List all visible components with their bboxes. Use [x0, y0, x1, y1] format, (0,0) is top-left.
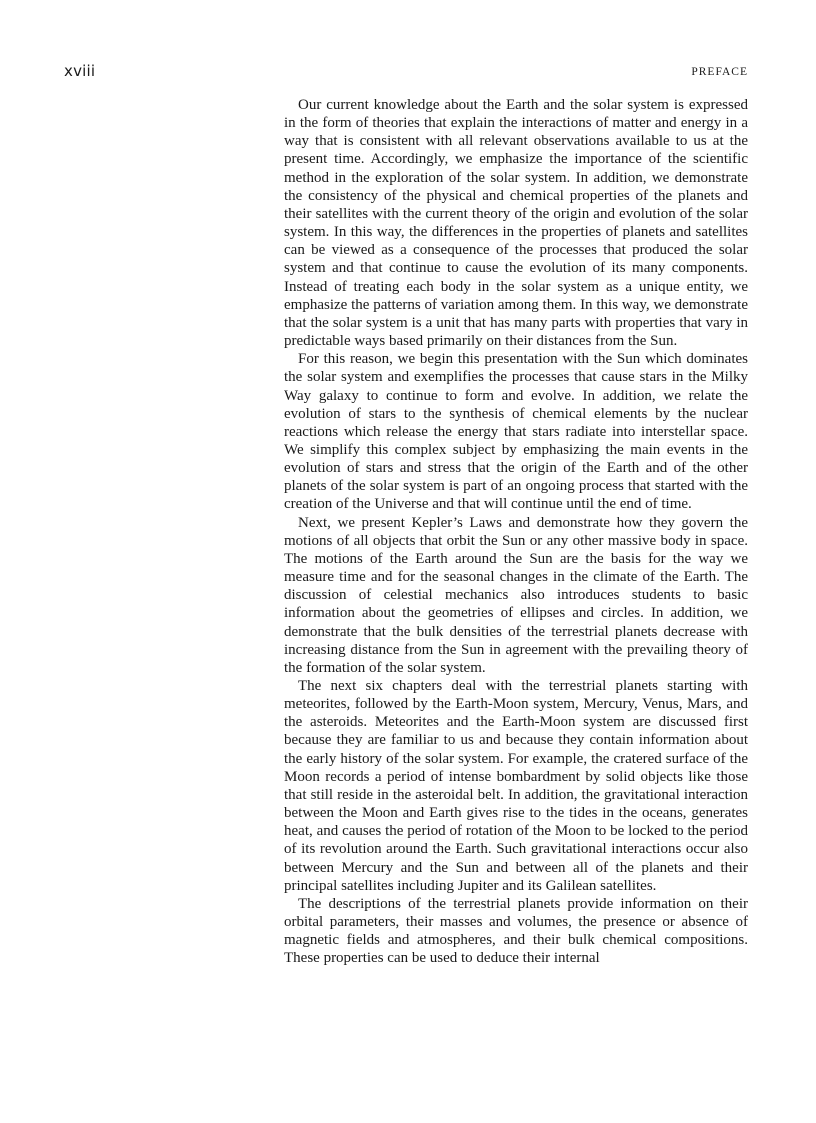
paragraph-4: The next six chapters deal with the terrestrial planets starting with meteorites, followed by the Earth-Moon system, Mercury, Venus, Mars, and the asteroids. Meteorites and the Earth-Moon system are discussed first because they are familiar to us and because they contain information about the early history of the solar system. For example, the cratered surface of the Moon records a period of intense bombardment by solid objects like those that still reside in the asteroidal belt. In addition, the gravitational interaction between the Moon and Earth gives rise to the tides in the oceans, generates heat, and causes the period of rotation of the Moon to be locked to the period of its revolution around the Earth. Such gravitational interactions occur also between Mercury and the Sun and between all of the planets and their principal satellites including Jupiter and its Galilean satellites.	[284, 678, 748, 894]
page-number: xviii	[64, 62, 96, 80]
paragraph-5: The descriptions of the terrestrial planets provide information on their orbital parameters, their masses and volumes, the presence or absence of magnetic fields and atmospheres, and their bulk chemical compositions. These properties can be used to deduce their internal	[284, 895, 748, 967]
body-text	[284, 96, 748, 968]
paragraph-3: Next, we present Kepler’s Laws and demonstrate how they govern the motions of all objects that orbit the Sun or any other massive body in space. The motions of the Earth around the Sun are the basis for the way we measure time and for the seasonal changes in the climate of the Earth. The discussion of celestial mechanics also introduces students to basic information about the geometries of ellipses and circles. In addition, we demonstrate that the bulk densities of the terrestrial planets decrease with increasing distance from the Sun in agreement with the prevailing theory of the formation of the solar system.	[284, 514, 748, 676]
paragraph-1: Our current knowledge about the Earth and the solar system is expressed in the form of theories that explain the interactions of matter and energy in a way that is consistent with all relevant observations available to us at the present time. Accordingly, we emphasize the importance of the scientific method in the exploration of the solar system. In addition, we demonstrate the consistency of the physical and chemical properties of the planets and their satellites with the current theory of the origin and evolution of the solar system. In this way, the differences in the properties of planets and satellites can be viewed as a consequence of the processes that produced the solar system and that continue to cause the evolution of its many components. Instead of treating each body in the solar system as a unique entity, we emphasize the patterns of variation among them. In this way, we demonstrate that the solar system is a unit that has many parts with properties that vary in predictable ways based primarily on their distances from the Sun.	[284, 97, 748, 350]
running-head: PREFACE	[691, 66, 748, 78]
paragraph-2: For this reason, we begin this presentation with the Sun which dominates the solar system and exemplifies the processes that cause stars in the Milky Way galaxy to continue to form and evolve. In addition, we relate the evolution of stars to the synthesis of chemical elements by the nuclear reactions which release the energy that stars radiate into interstellar space. We simplify this complex subject by emphasizing the main events in the evolution of stars and stress that the origin of the Earth and of the other planets of the solar system is part of an ongoing process that started with the creation of the Universe and that will continue until the end of time.	[284, 351, 748, 513]
